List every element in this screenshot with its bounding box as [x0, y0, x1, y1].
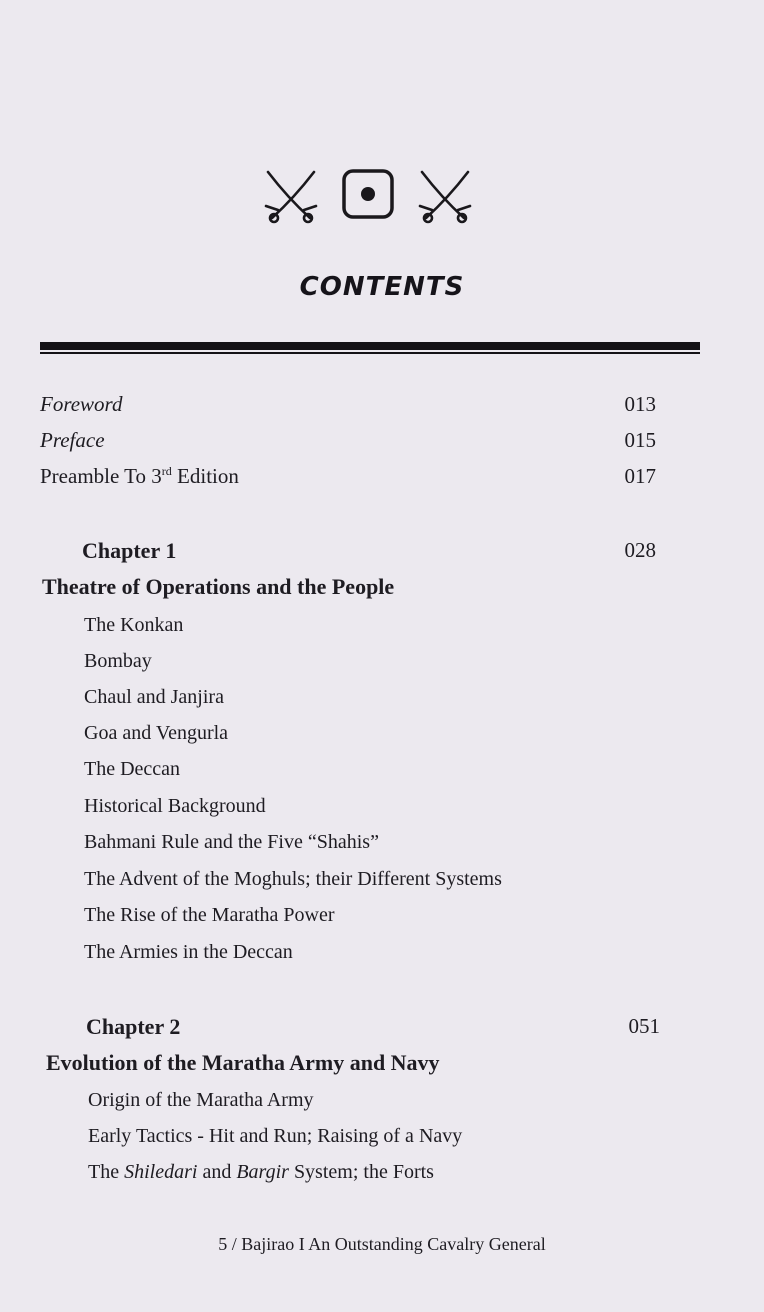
- toc-entry-preface: Preface: [40, 428, 105, 452]
- toc-section: The Armies in the Deccan: [84, 941, 293, 963]
- divider-thin: [40, 352, 700, 354]
- toc-page-foreword: 013: [624, 392, 656, 416]
- divider-thick: [40, 342, 700, 350]
- chapter-label: Chapter 2: [86, 1014, 181, 1039]
- crossed-swords-right-icon: [420, 172, 470, 222]
- toc-section: The Shiledari and Bargir System; the Forts: [88, 1161, 434, 1183]
- toc-section: The Advent of the Moghuls; their Different Systems: [84, 868, 502, 890]
- toc-section: Goa and Vengurla: [84, 722, 229, 744]
- toc-section: The Deccan: [84, 758, 181, 780]
- toc-section: Origin of the Maratha Army: [88, 1089, 314, 1111]
- shield-icon: [344, 171, 392, 217]
- toc-section: Early Tactics - Hit and Run; Raising of a Navy: [88, 1125, 463, 1147]
- toc-entry-preamble: Preamble To 3rd Edition: [40, 464, 239, 488]
- chapter-page: 051: [628, 1014, 660, 1038]
- toc-page-preamble: 017: [624, 464, 656, 488]
- toc-section: Bombay: [84, 650, 152, 672]
- toc-entry-foreword: Foreword: [40, 392, 123, 416]
- toc-section: The Konkan: [84, 614, 184, 636]
- toc-page-preface: 015: [624, 428, 656, 452]
- crossed-swords-left-icon: [266, 172, 316, 222]
- toc-section: Historical Background: [84, 795, 266, 817]
- chapter-heading: Theatre of Operations and the People: [42, 574, 395, 599]
- page-footer: 5 / Bajirao I An Outstanding Cavalry General: [218, 1234, 546, 1254]
- toc-section: Bahmani Rule and the Five “Shahis”: [84, 831, 379, 853]
- toc-section: Chaul and Janjira: [84, 686, 224, 708]
- chapter-heading: Evolution of the Maratha Army and Navy: [46, 1050, 440, 1075]
- chapter-label: Chapter 1: [82, 538, 177, 563]
- page-title: CONTENTS: [299, 272, 465, 302]
- chapter-page: 028: [624, 538, 656, 562]
- crossed-swords-emblem: [262, 164, 474, 226]
- toc-section: The Rise of the Maratha Power: [84, 904, 335, 926]
